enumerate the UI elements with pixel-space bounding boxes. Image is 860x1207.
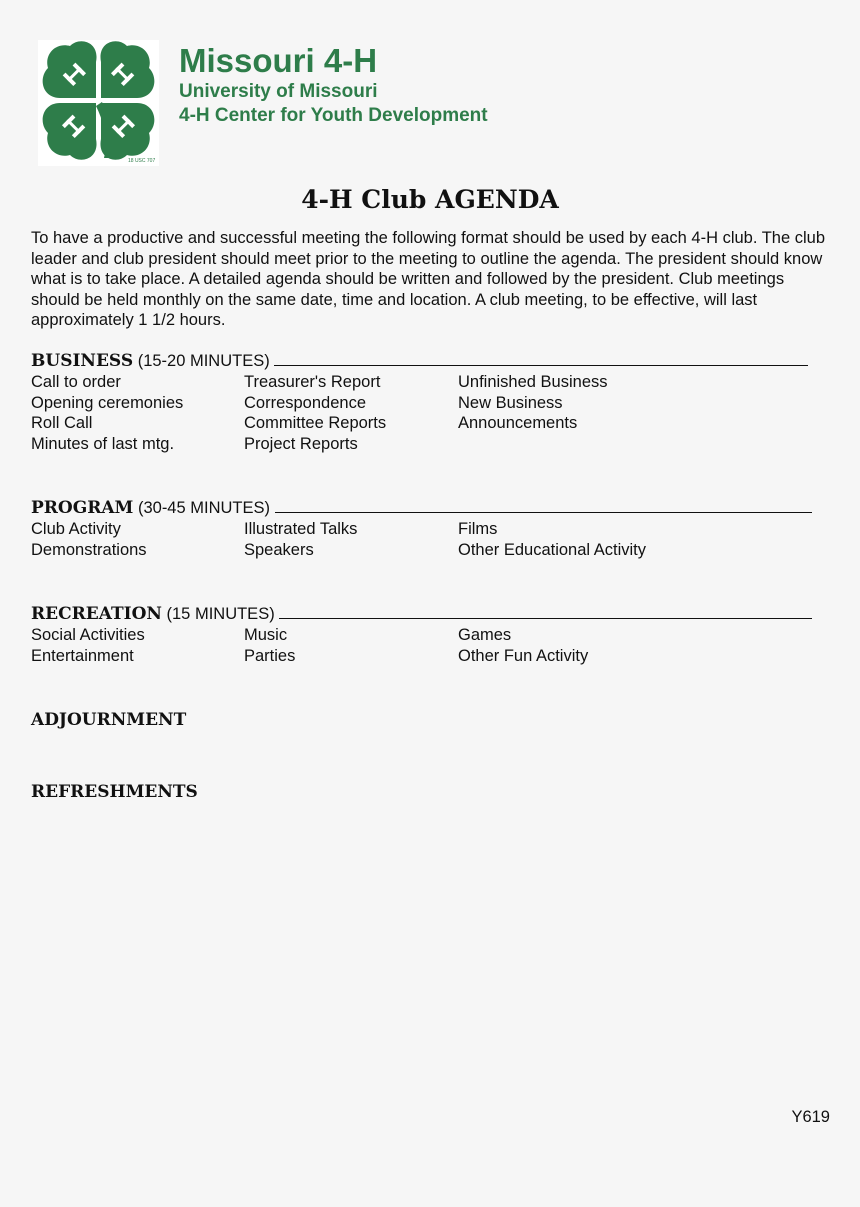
- list-row: [31, 393, 831, 414]
- list-row: [31, 519, 831, 540]
- list-item: Call to order: [31, 373, 121, 391]
- page-title: 4-H Club AGENDA: [301, 185, 559, 214]
- list-item: Social Activities: [31, 626, 145, 644]
- section-heading: [31, 604, 831, 625]
- list-row: [31, 372, 831, 393]
- intro-paragraph: To have a productive and successful meeting the following format should be used by each 4-H club. The club leader and club president should meet prior to the meeting to outline the agenda. The president should know what is to take place. A detailed agenda should be written and followed by the president. Club meetings should be held monthly on the same date, time and location. A club meeting, to be effective, will last approximately 1 1/2 hours.: [31, 229, 825, 329]
- list-item: Roll Call: [31, 414, 93, 432]
- org-line-center: 4-H Center for Youth Development: [179, 105, 488, 126]
- list-row: [31, 413, 831, 434]
- list-item: Parties: [244, 646, 296, 665]
- list-item: Minutes of last mtg.: [31, 434, 175, 453]
- list-item: Entertainment: [31, 646, 134, 665]
- section-heading: [31, 498, 831, 519]
- clover-icon: [38, 40, 159, 166]
- org-title: Missouri 4-H: [179, 42, 378, 79]
- list-item: Committee Reports: [244, 414, 387, 432]
- organization-header: [179, 42, 488, 128]
- list-item: Correspondence: [244, 393, 366, 412]
- section-heading: [31, 351, 831, 372]
- underline-rule: [274, 351, 808, 366]
- list-item: Announcements: [458, 414, 578, 432]
- list-item: Unfinished Business: [458, 373, 608, 391]
- 4-h-clover-logo: [38, 40, 159, 166]
- list-item: Illustrated Talks: [244, 520, 358, 538]
- list-item: New Business: [458, 393, 563, 412]
- list-row: [31, 646, 831, 667]
- list-item: Games: [458, 626, 512, 644]
- refreshments-heading: REFRESHMENTS: [31, 782, 198, 802]
- org-line-university: University of Missouri: [179, 81, 378, 102]
- list-item: Other Educational Activity: [458, 540, 647, 559]
- section-name: RECREATION: [31, 604, 162, 624]
- list-item: [458, 434, 808, 455]
- logo-caption: 18 USC 707: [128, 158, 156, 164]
- list-item: Project Reports: [244, 434, 358, 453]
- list-row: [31, 434, 831, 455]
- form-code: Y619: [791, 1108, 830, 1126]
- list-row: [31, 540, 831, 561]
- list-item: Opening ceremonies: [31, 393, 184, 412]
- list-item: Demonstrations: [31, 540, 147, 559]
- section-duration: (30-45 MINUTES): [137, 499, 270, 517]
- list-item: Speakers: [244, 540, 314, 559]
- list-row: [31, 625, 831, 646]
- adjournment-heading: ADJOURNMENT: [31, 710, 187, 730]
- list-item: Treasurer's Report: [244, 373, 381, 391]
- underline-rule: [275, 498, 812, 513]
- list-item: Films: [458, 520, 498, 538]
- underline-rule: [279, 604, 812, 619]
- list-item: Other Fun Activity: [458, 646, 589, 665]
- program-section: [31, 498, 831, 560]
- recreation-section: [31, 604, 831, 666]
- section-name: PROGRAM: [31, 498, 134, 518]
- business-section: [31, 351, 831, 454]
- list-item: Music: [244, 626, 288, 644]
- section-duration: (15 MINUTES): [166, 605, 275, 623]
- section-name: BUSINESS: [31, 351, 134, 371]
- list-item: Club Activity: [31, 520, 121, 538]
- section-duration: (15-20 MINUTES): [137, 352, 270, 370]
